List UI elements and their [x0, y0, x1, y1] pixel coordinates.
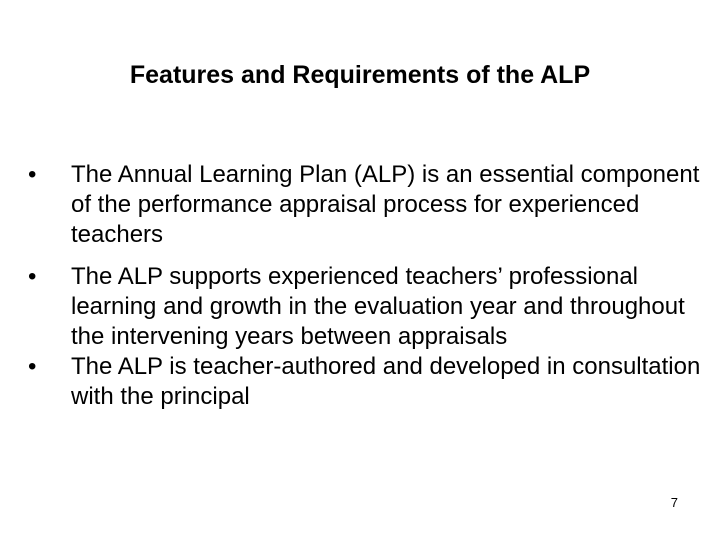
bullet-text: The ALP is teacher-authored and developed in consultation with the principal: [71, 353, 701, 410]
bullet-text: The ALP supports experienced teachers’ professional learning and growth in the evaluation year and throughout the intervening years between appraisals: [71, 263, 685, 350]
bullet-item: [28, 160, 708, 250]
bullet-text: The Annual Learning Plan (ALP) is an essential component of the performance appraisal process for experienced teachers: [71, 161, 700, 248]
bullet-dot-icon: •: [28, 161, 37, 188]
page-number: 7: [670, 495, 678, 510]
bullet-dot-icon: •: [28, 263, 37, 290]
bullet-list: [28, 160, 708, 412]
bullet-item: [28, 262, 708, 352]
slide-title: Features and Requirements of the ALP: [129, 61, 591, 89]
bullet-dot-icon: •: [28, 353, 37, 380]
bullet-item: [28, 352, 708, 412]
